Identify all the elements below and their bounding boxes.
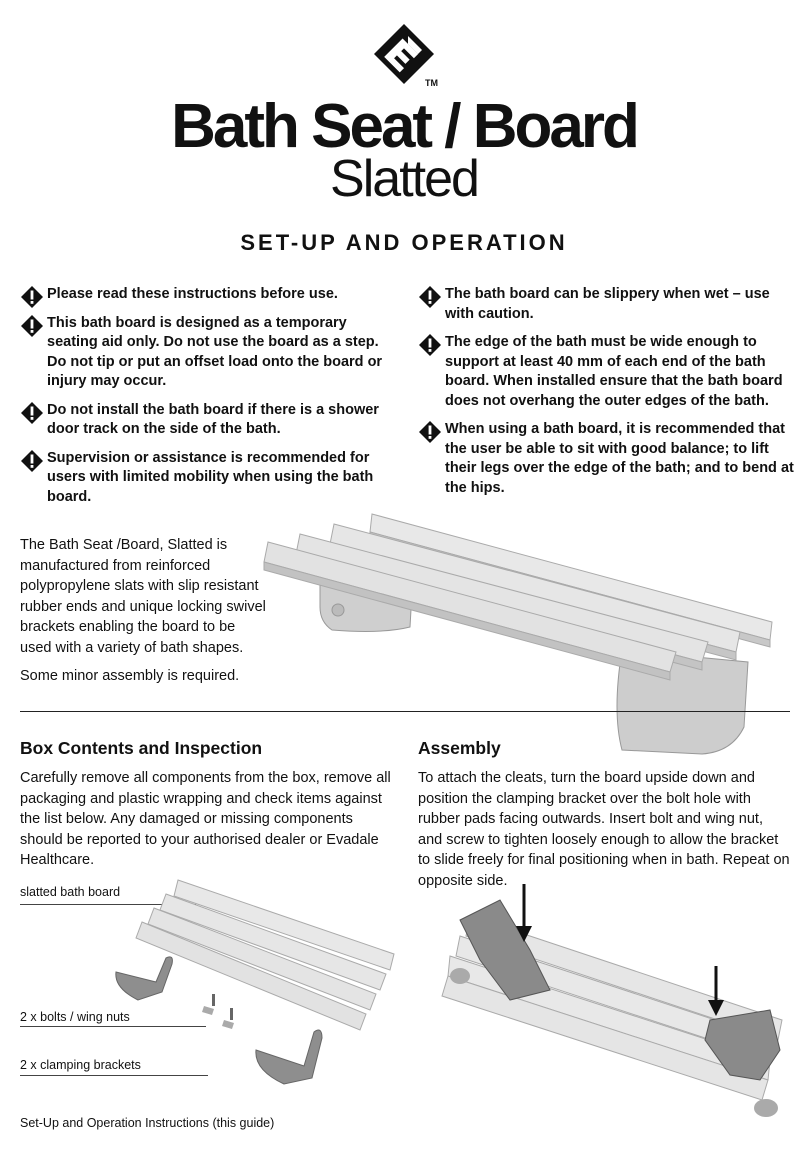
page-title: Bath Seat / Board	[171, 92, 637, 161]
box-contents-text: Carefully remove all components from the box, remove all packaging and plastic wrapping and check items against the list below. Any damaged or missing components should be reported to your authorised dealer or Evadale Healthcare.	[20, 770, 391, 868]
warning-text: Supervision or assistance is recommended for users with limited mobility when using the bath board.	[47, 449, 374, 505]
intro-paragraph: Some minor assembly is required.	[20, 668, 240, 684]
intro-paragraph: The Bath Seat /Board, Slatted is manufactured from reinforced polypropylene slats with slip resistant rubber ends and unique locking swivel brackets enabling the board to be used with a variety of bath shapes.	[20, 537, 266, 656]
section-heading: SET-UP AND OPERATION	[240, 230, 568, 255]
assembly-text: To attach the cleats, turn the board upside down and position the clamping bracket over the bolt hole with rubber pads facing outwards. Insert bolt and wing nut, and screw to tighten loosely enough to allow the bracket to slide freely for final positioning when in bath. Repeat on opposite side.	[418, 770, 790, 889]
warning-text: This bath board is designed as a temporary seating aid only. Do not use the board as a step. Do not tip or put an offset load onto the board or injury may occur.	[47, 314, 383, 389]
part-label-board: slatted bath board	[20, 885, 121, 899]
section-divider	[20, 711, 790, 712]
parts-illustration	[108, 874, 398, 1094]
page-subtitle: Slatted	[330, 150, 478, 208]
intro-text	[20, 535, 270, 695]
warning-diamond-icon	[418, 285, 442, 309]
warnings-left	[20, 285, 392, 516]
part-label-guide: Set-Up and Operation Instructions (this guide)	[20, 1116, 275, 1130]
warning-item	[20, 314, 392, 392]
warning-item	[418, 333, 794, 411]
part-label-brackets: 2 x clamping brackets	[20, 1058, 141, 1072]
warning-diamond-icon	[20, 314, 44, 338]
warning-diamond-icon	[418, 333, 442, 357]
warning-text: When using a bath board, it is recommended that the user be able to sit with good balance; to lift their legs over the edge of the bath; and to bend at the hips.	[445, 421, 794, 496]
warning-item	[20, 449, 392, 508]
warning-diamond-icon	[20, 449, 44, 473]
warning-diamond-icon	[418, 420, 442, 444]
assembly-illustration	[440, 880, 790, 1130]
warning-item	[20, 285, 392, 305]
trademark: TM	[425, 78, 438, 88]
warning-item	[20, 401, 392, 440]
warnings-right	[418, 285, 794, 507]
warning-item	[418, 285, 794, 324]
warning-diamond-icon	[20, 401, 44, 425]
bath-board-illustration	[262, 512, 782, 762]
warning-diamond-icon	[20, 285, 44, 309]
warning-text: Do not install the bath board if there is a shower door track on the side of the bath.	[47, 401, 379, 437]
warning-item	[418, 420, 794, 498]
brand-logo-icon	[372, 22, 436, 86]
part-label-bolts: 2 x bolts / wing nuts	[20, 1010, 130, 1024]
warning-text: The bath board can be slippery when wet – use with caution.	[445, 286, 770, 322]
assembly-heading: Assembly	[418, 738, 501, 758]
box-contents-heading: Box Contents and Inspection	[20, 738, 263, 758]
warning-text: The edge of the bath must be wide enough to support at least 40 mm of each end of the bath board. When installed ensure that the bath board does not overhang the outer edges of the bath.	[445, 334, 783, 409]
warning-text: Please read these instructions before use.	[47, 286, 338, 302]
